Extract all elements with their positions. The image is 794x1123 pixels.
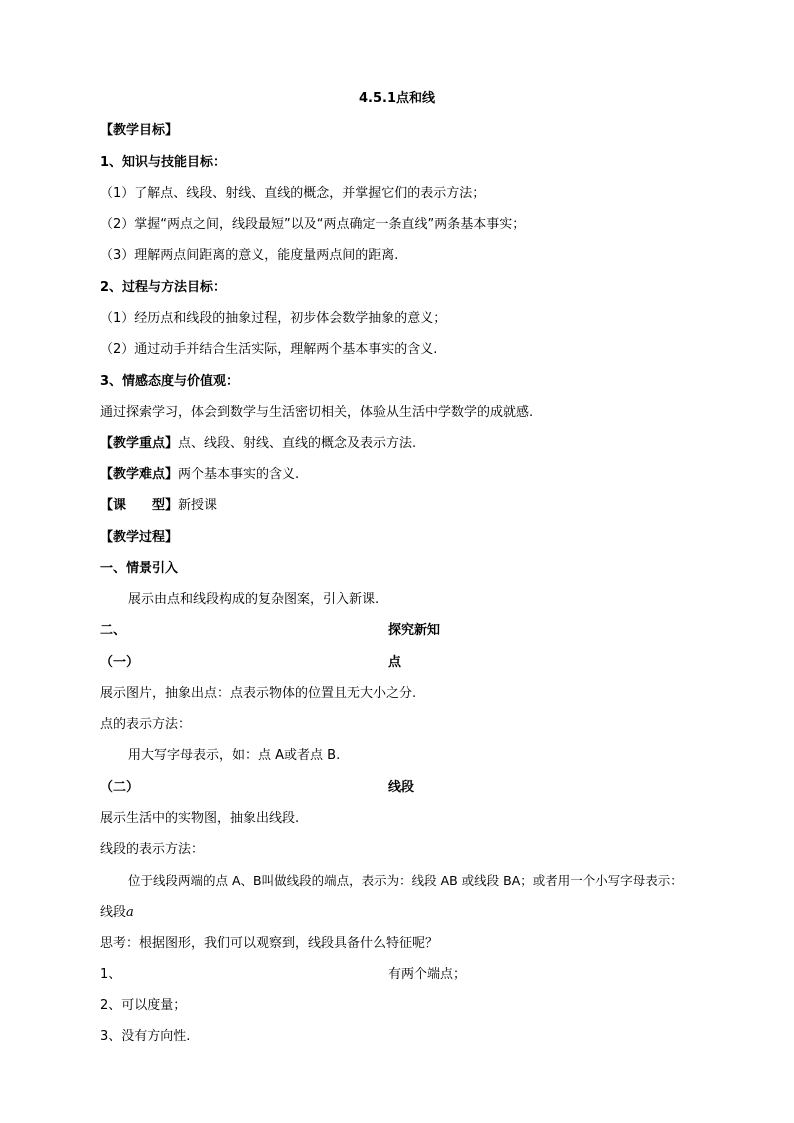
page-title: 4.5.1点和线	[358, 91, 435, 106]
section1-text: 展示由点和线段构成的复杂图案，引入新课.	[128, 592, 380, 607]
feature-1	[100, 966, 467, 984]
key-point-text: 点、线段、射线、直线的概念及表示方法.	[178, 436, 417, 451]
difficulty-line	[100, 466, 299, 484]
subsection1-number: （一）	[100, 655, 140, 670]
think-text: 思考：根据图形，我们可以观察到，线段具备什么特征呢？	[100, 936, 439, 951]
key-point-label: 【教学重点】	[100, 436, 179, 451]
subsection1-heading	[100, 654, 402, 672]
segment-variable: a	[126, 905, 134, 920]
segment-text-2: 线段的表示方法：	[100, 842, 205, 857]
knowledge-heading: 1、知识与技能目标：	[100, 155, 227, 170]
point-text-3: 用大写字母表示，如：点 A或者点 B.	[128, 748, 341, 763]
feature-1-number: 1、	[100, 967, 122, 982]
segment-text-4	[100, 904, 134, 922]
process-item-2: （2）通过动手并结合生活实际，理解两个基本事实的含义.	[100, 342, 438, 357]
section2-title: 探究新知	[388, 623, 441, 638]
lesson-type-text: 新授课	[178, 498, 218, 513]
feature-3: 3、没有方向性.	[100, 1029, 191, 1044]
point-text-1: 展示图片，抽象出点：点表示物体的位置且无大小之分.	[100, 686, 417, 701]
subsection2-title: 线段	[388, 780, 415, 795]
knowledge-item-3: （3）理解两点间距离的意义，能度量两点间的距离.	[100, 248, 399, 263]
feature-1-text: 有两个端点；	[388, 967, 467, 982]
objectives-heading: 【教学目标】	[100, 123, 179, 138]
section1-heading: 一、情景引入	[100, 561, 179, 576]
process-item-1: （1）经历点和线段的抽象过程，初步体会数学抽象的意义；	[100, 311, 447, 326]
difficulty-label: 【教学难点】	[100, 467, 179, 482]
section2-heading	[100, 622, 441, 640]
feature-2: 2、可以度量；	[100, 998, 187, 1013]
subsection2-number: （二）	[100, 780, 140, 795]
point-text-2: 点的表示方法：	[100, 717, 192, 732]
subsection2-heading	[100, 779, 415, 797]
section2-number: 二、	[100, 623, 127, 638]
segment-text-1: 展示生活中的实物图，抽象出线段.	[100, 811, 300, 826]
segment-text-3: 位于线段两端的点 A、B叫做线段的端点，表示为：线段 AB 或线段 BA；或者用一个小写字母表示：	[128, 873, 683, 888]
lesson-type-label: 【课 型】	[100, 498, 179, 513]
process-heading: 2、过程与方法目标：	[100, 280, 227, 295]
subsection1-title: 点	[388, 655, 402, 670]
knowledge-item-2: （2）掌握“两点之间，线段最短”以及“两点确定一条直线”两条基本事实；	[100, 217, 526, 232]
segment-text-4-prefix: 线段	[100, 905, 127, 920]
knowledge-item-1: （1）了解点、线段、射线、直线的概念，并掌握它们的表示方法；	[100, 186, 486, 201]
difficulty-text: 两个基本事实的含义.	[178, 467, 300, 482]
attitude-heading: 3、情感态度与价值观：	[100, 374, 240, 389]
key-point-line	[100, 435, 416, 453]
process-section-heading: 【教学过程】	[100, 530, 179, 545]
lesson-type-line	[100, 497, 217, 515]
attitude-text: 通过探索学习，体会到数学与生活密切相关，体验从生活中学数学的成就感.	[100, 405, 534, 420]
